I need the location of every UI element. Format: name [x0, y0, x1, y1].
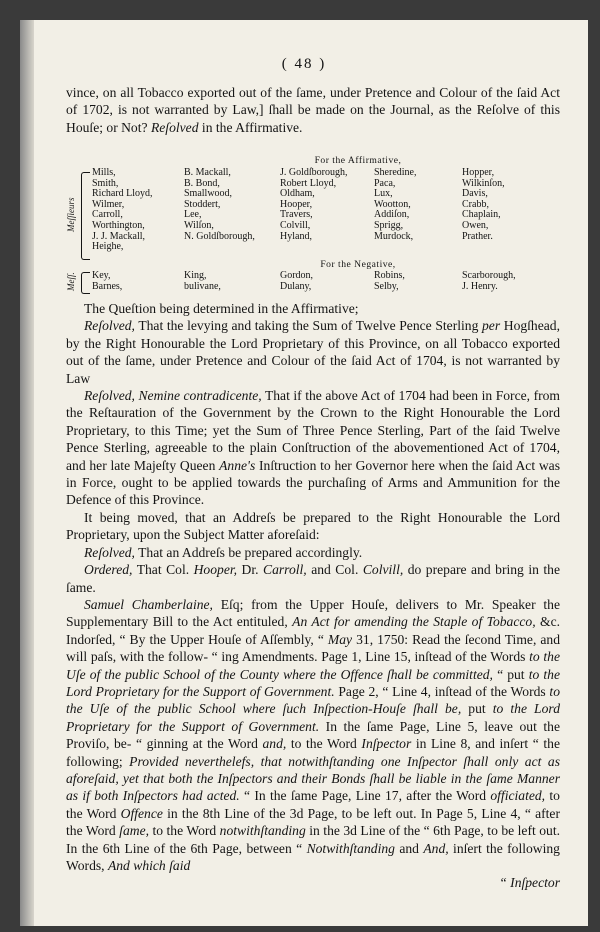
text-run: That Col.: [132, 562, 194, 578]
text-run: “ In the ſame Page, Line 17, after the Word: [239, 788, 491, 804]
body-text: [66, 300, 560, 892]
paragraph-resolved-3: [66, 544, 560, 561]
member-name: Prather.: [462, 230, 493, 242]
member-name: Owen,: [462, 219, 489, 231]
text-run: to the Word: [149, 823, 220, 839]
text-run: to the Word: [66, 788, 560, 821]
paragraph-ordered: [66, 561, 560, 596]
text-run: In the ſame Page, Line 5, leave out the Proviſo, be- “ ginning at the Word: [66, 718, 560, 752]
affirmative-col-4: [374, 168, 462, 253]
text-run: That an Addreſs be prepared accordingly.: [134, 544, 363, 560]
member-name: King,: [184, 270, 207, 281]
member-name: Colvill,: [280, 219, 311, 231]
paragraph-motion: It being moved, that an Addreſs be prepared to the Right Honourable the Lord Proprietary, upon the Subject Matter aforeſaid:: [66, 509, 560, 543]
text-run: Eſq; from the Upper Houſe, delivers to Mr. Speaker the Supplementary Bill to the Act entituled,: [66, 596, 560, 630]
member-name: Crabb,: [462, 198, 489, 210]
affirmative-vote-list: [66, 156, 560, 264]
italic-run: Colvill,: [362, 562, 404, 578]
negative-side-label: Meſſ.: [66, 272, 76, 292]
member-name: Richard Lloyd,: [92, 188, 153, 200]
member-name: Dulany,: [280, 280, 312, 292]
italic-run: May: [327, 631, 353, 647]
text-run: That the levying and taking the Sum of Twelve Pence Sterling: [134, 318, 482, 334]
member-name: Sprigg,: [374, 219, 404, 231]
italic-run: notwithſtanding: [219, 823, 306, 839]
italic-run: Hooper,: [193, 562, 238, 578]
paragraph-resolved-2: [66, 387, 560, 509]
member-name: Davis,: [462, 188, 488, 200]
italic-run: And which ſaid: [107, 858, 191, 873]
member-name: Mills,: [92, 167, 116, 178]
affirmative-col-2: [184, 168, 280, 253]
affirmative-heading: For the Affirmative,: [314, 155, 402, 166]
member-name: Barnes,: [92, 280, 123, 292]
member-name: Travers,: [280, 209, 313, 221]
member-name: Hopper,: [462, 167, 495, 178]
affirmative-col-1: [92, 168, 184, 253]
italic-run: ſame,: [119, 823, 149, 839]
member-name: Worthington,: [92, 219, 145, 231]
affirmative-brace: [81, 172, 90, 260]
text-run: in the 8th Line of the 3d Page, to be left out. In Page 5, Line 4, “ after the Word: [66, 805, 560, 839]
negative-col-1: [92, 271, 184, 292]
member-name: Chaplain,: [462, 209, 501, 221]
text-run: in Line 8, and inſert “ the following;: [66, 736, 560, 769]
text-run: Inſtruction to her Governor here when the ſaid Act was in Force, ought to be applied towards the purchaſing of Arms and Ammunition for the Defence of this Province.: [66, 457, 561, 508]
text-run: That if the above Act of 1704 had been in Force, from the Reſtauration of the Government by the Crown to the Right Honourable the Lord Proprietary, to this Time; yet the Sum of Three Pence Sterling, Part of the ſaid Twelve Pence Sterling, agreeable to the plain Conſtruction of the abovementioned Act of 1704, and her late Majeſty Queen: [66, 388, 560, 473]
member-name: N. Goldſborough,: [184, 230, 255, 242]
member-name: bulivane,: [184, 280, 221, 292]
text-run: to the Word: [286, 736, 362, 752]
negative-columns: [92, 271, 560, 292]
negative-heading: For the Negative,: [320, 259, 396, 270]
italic-run: per: [482, 318, 501, 334]
member-name: B. Mackall,: [184, 167, 231, 178]
text-run: Page 2, “ Line 4, inſtead of the Words: [334, 683, 550, 699]
document-page: [20, 20, 588, 926]
member-name: Wilmer,: [92, 198, 125, 210]
negative-col-3: [280, 271, 374, 292]
member-name: Scarborough,: [462, 270, 516, 281]
text-run: &c. Indorſed, “ By the Upper Houſe of Aſſembly, “: [66, 614, 561, 647]
italic-run: Notwithſtanding: [306, 840, 395, 856]
italic-run: officiated,: [490, 788, 546, 804]
italic-run: Offence: [120, 805, 163, 821]
text-run: put: [461, 701, 493, 717]
text-run: Dr.: [237, 562, 264, 578]
italic-run: And,: [423, 840, 449, 856]
paragraph-question: The Queſtion being determined in the Affirmative;: [84, 301, 359, 316]
member-name: Lee,: [184, 209, 202, 221]
resolved-label: Reſolved,: [84, 544, 135, 560]
affirmative-columns: [92, 168, 560, 253]
text-run: “ put: [492, 666, 529, 682]
member-name: Murdock,: [374, 230, 414, 242]
text-run: inſert the following Words,: [66, 840, 560, 873]
italic-run: to the Uſe of the public School where ſuch Inſpection-Houſe ſhall be,: [66, 683, 560, 717]
text-run: in the 3d Line of the “ 6th Page, to be left out. In the 6th Line of the 6th Page, between “: [66, 823, 560, 856]
intro-paragraph: [66, 84, 560, 136]
italic-run: to the Lord Proprietary for the Support of Government.: [66, 666, 560, 699]
member-name: Robert Lloyd,: [280, 177, 337, 189]
italic-run: Inſpector: [361, 736, 412, 752]
member-name: Lux,: [374, 188, 393, 200]
catchword-text: “ Inſpector: [499, 875, 560, 891]
negative-brace: [81, 272, 90, 294]
member-name: B. Bond,: [184, 177, 220, 189]
affirmative-col-3: [280, 168, 374, 253]
member-name: Smallwood,: [184, 188, 233, 200]
intro-end: in the Affirmative.: [198, 119, 303, 135]
member-name: Key,: [92, 270, 111, 281]
italic-run: Provided neverthelefs, that notwithſtanding one Inſpector ſhall only act as aforeſaid, yet that both the Inſpectors and their Bonds ſhall be liable in the ſame Manner as if both Inſpectors had acted.: [66, 753, 560, 804]
affirmative-side-label: Meſſieurs: [66, 197, 76, 233]
italic-run: An Act for amending the Staple of Tobacco,: [292, 614, 536, 630]
italic-run: to the Uſe of the public School of the County where the Offence ſhall be committed,: [66, 649, 560, 682]
italic-run: to the Lord Proprietary for the Support of Government.: [66, 701, 560, 734]
member-name: Wilkinſon,: [462, 177, 505, 189]
member-name: J. Henry.: [462, 280, 498, 292]
member-name: Selby,: [374, 280, 399, 292]
member-name: Hooper,: [280, 198, 313, 210]
text-run: and Col.: [306, 562, 363, 578]
member-name: Robins,: [374, 270, 405, 281]
text-run: and: [394, 840, 424, 856]
member-name: Addiſon,: [374, 209, 410, 221]
member-name: Heighe,: [92, 241, 124, 253]
member-name: Stoddert,: [184, 198, 221, 210]
intro-text: vince, on all Tobacco exported out of the ſame, under Pretence and Colour of the ſaid Act of 1702, is not warranted by Law,] ſhall be made on the Journal, as the Reſolve of this Houſe; or Not?: [66, 85, 560, 135]
book-spine-shadow: [20, 20, 34, 926]
page-number: ( 48 ): [281, 56, 327, 72]
resolved-label: Reſolved, Nemine contradicente,: [84, 388, 262, 404]
text-run: do prepare and bring in the ſame.: [66, 562, 560, 595]
text-run: 31, 1750: Read the ſecond Time, and will paſs, with the follow- “ ing Amendments. Page 1, Line 15, inſtead of the Words: [66, 631, 560, 665]
member-name: Oldham,: [280, 188, 315, 200]
italic-run: and,: [262, 736, 287, 752]
italic-run: Anne's: [219, 457, 256, 473]
text-run: Hogſhead, by the Right Honourable the Lord Proprietary of this Province, on all Tobacco exported out of the ſame, under Pretence and Colour of the ſaid Act of 1704, is not warranted by Law: [66, 318, 560, 386]
member-name: Wilſon,: [184, 219, 214, 231]
resolved-label: Reſolved,: [84, 318, 135, 334]
intro-resolved: Reſolved: [150, 119, 199, 135]
member-name: Carroll,: [92, 209, 123, 221]
negative-vote-list: [66, 260, 560, 296]
member-name: Sheredine,: [374, 167, 417, 178]
member-name: Wootton,: [374, 198, 411, 210]
member-name: J. Goldſborough,: [280, 167, 348, 178]
member-name: Paca,: [374, 177, 396, 189]
paragraph-chamberlaine: [66, 596, 560, 875]
affirmative-col-5: [462, 168, 505, 253]
negative-col-4: [374, 271, 462, 292]
italic-run: Carroll,: [263, 562, 307, 578]
member-name: Smith,: [92, 177, 119, 189]
member-name: Gordon,: [280, 270, 314, 281]
catchword: [66, 874, 560, 891]
negative-col-2: [184, 271, 280, 292]
ordered-label: Ordered,: [84, 562, 133, 578]
paragraph-resolved-1: [66, 317, 560, 387]
member-name: J. J. Mackall,: [92, 230, 146, 242]
name-label: Samuel Chamberlaine,: [84, 596, 213, 612]
negative-col-5: [462, 271, 516, 292]
member-name: Hyland,: [280, 230, 312, 242]
